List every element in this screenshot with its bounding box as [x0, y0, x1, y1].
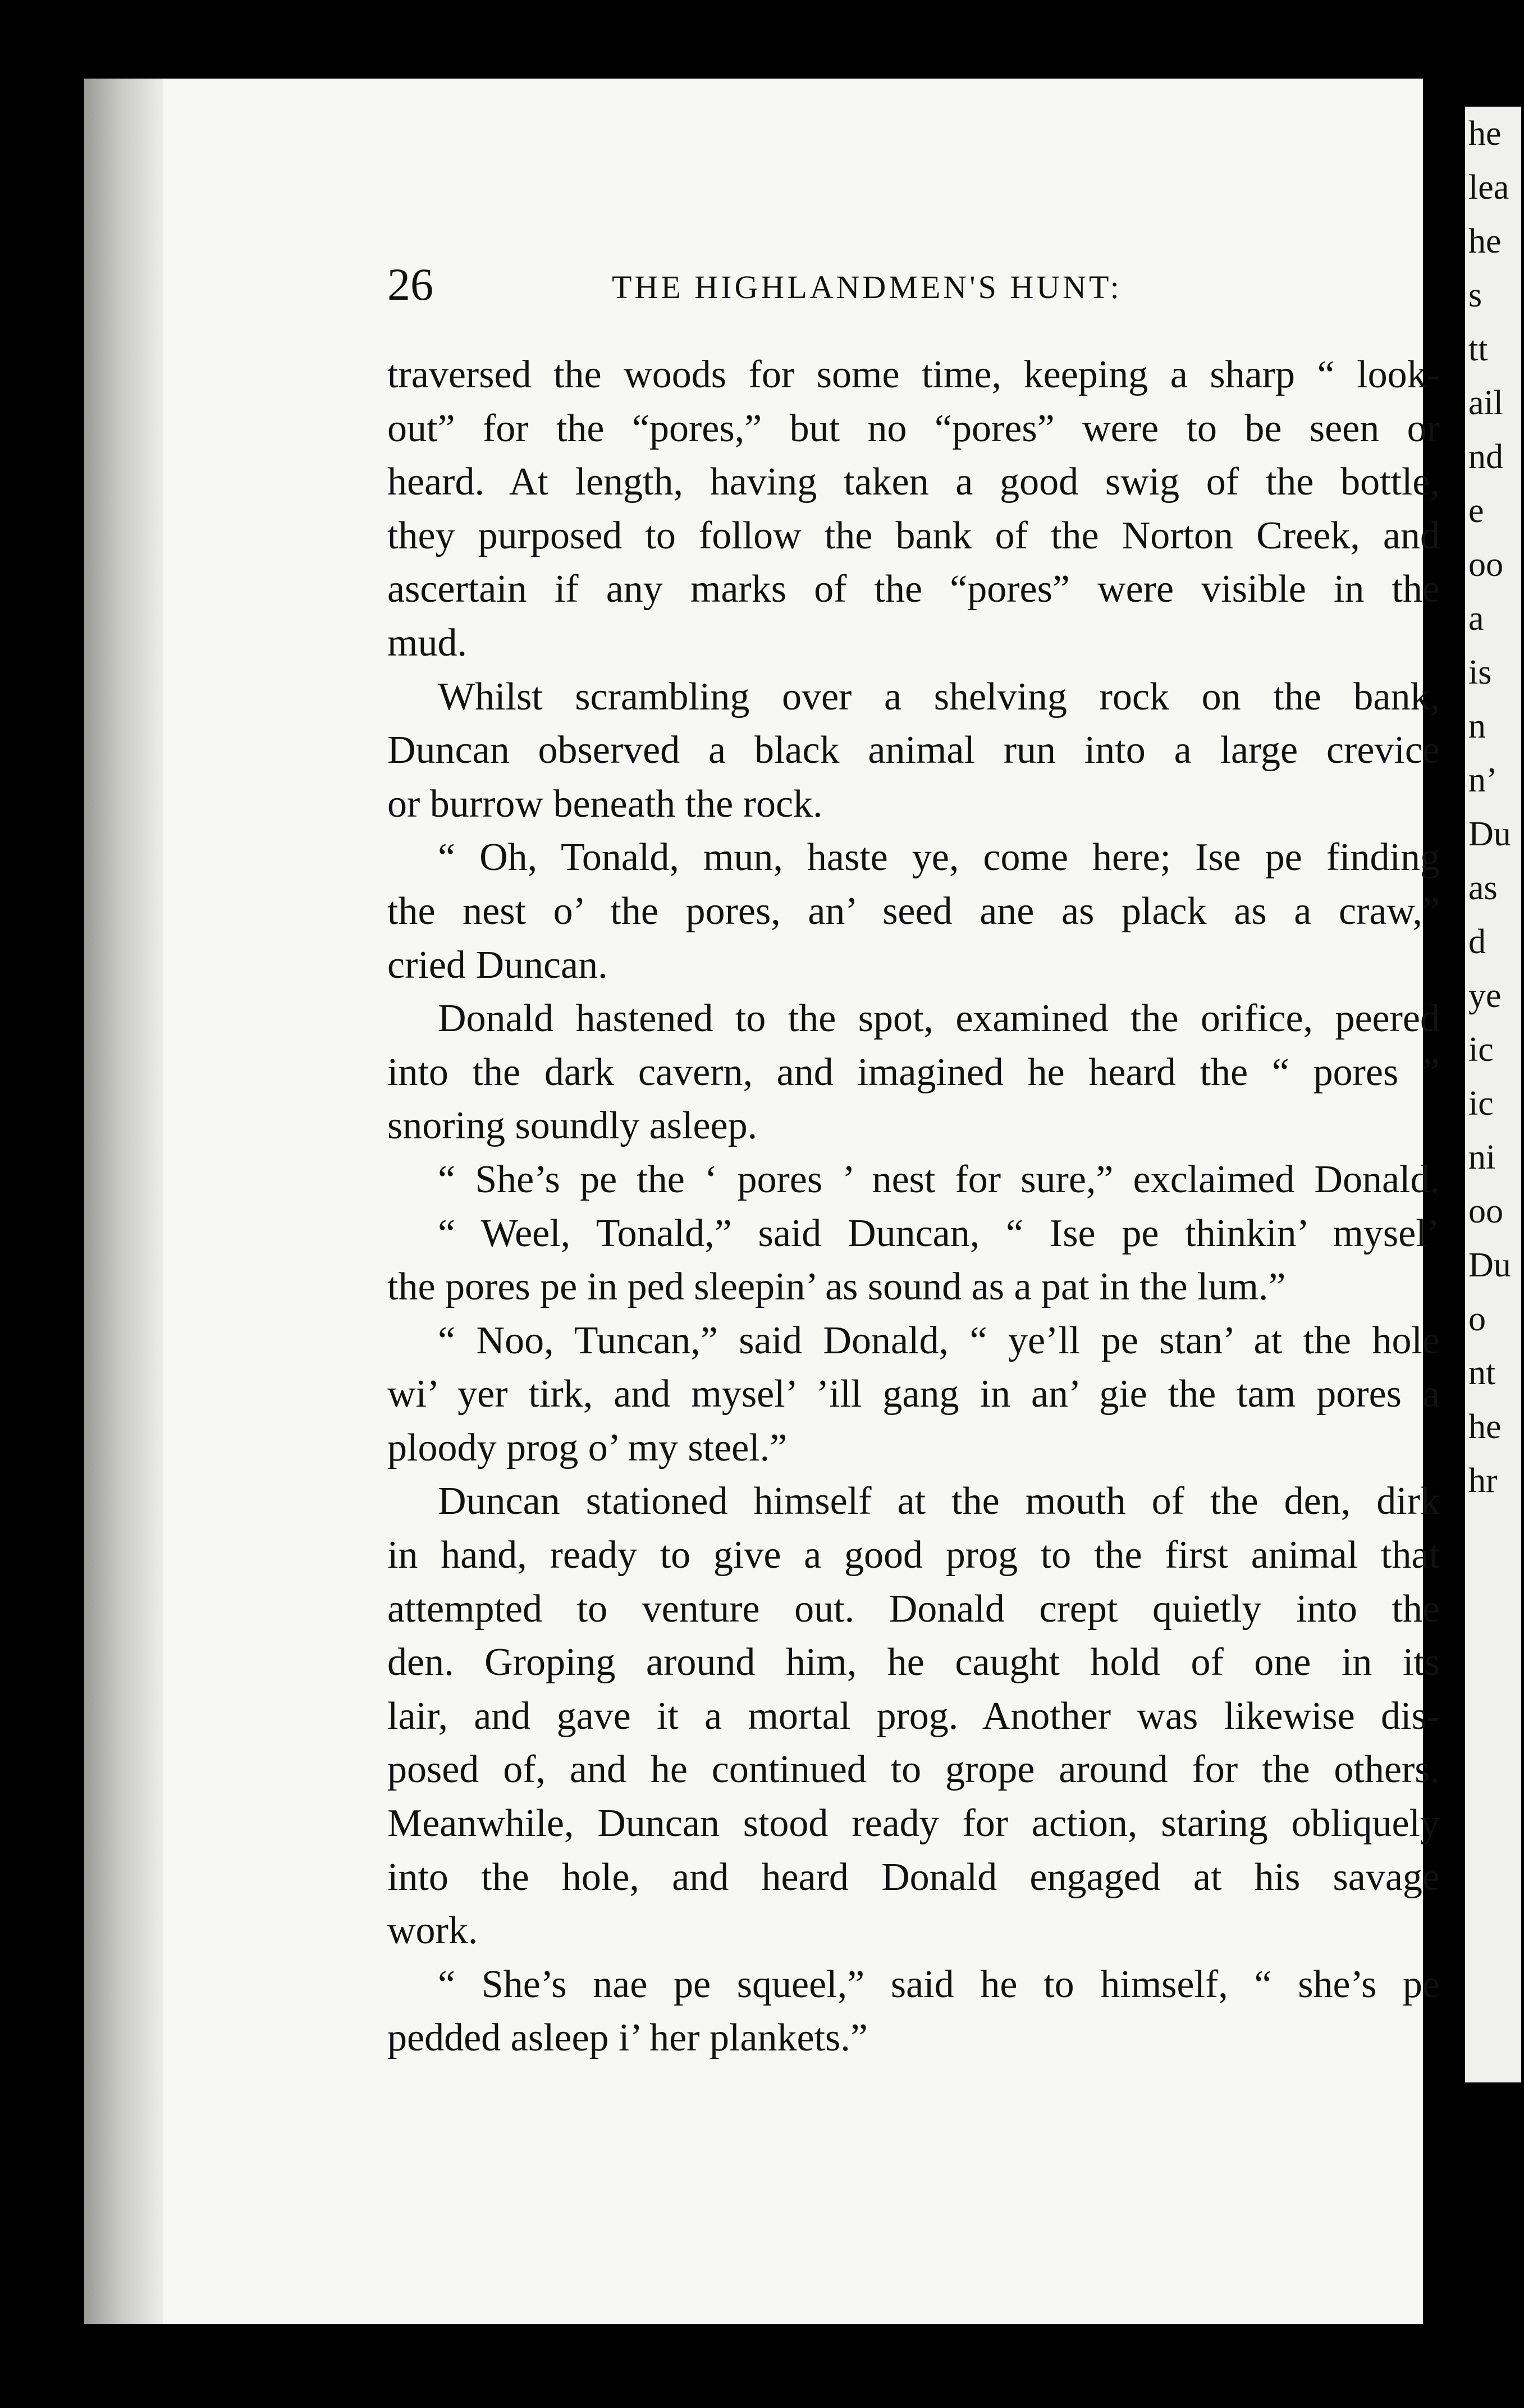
facing-page-fragment: hr: [1468, 1462, 1498, 1500]
facing-page-fragment: as: [1468, 869, 1498, 907]
text-line: into the hole, and heard Donald engaged at his savage: [387, 1855, 1440, 1899]
facing-page-fragment: s: [1468, 276, 1482, 314]
facing-page-text-fragments: [1465, 107, 1521, 2082]
text-line: Meanwhile, Duncan stood ready for action, staring obliquely: [387, 1802, 1440, 1846]
facing-page-fragment: ic: [1468, 1031, 1494, 1069]
text-line: attempted to venture out. Donald crept quietly into the: [387, 1587, 1440, 1631]
facing-page-fragment: tt: [1468, 330, 1488, 368]
text-line: “ Noo, Tuncan,” said Donald, “ ye’ll pe stan’ at the hole: [438, 1319, 1440, 1362]
text-line: “ She’s pe the ‘ pores ’ nest for sure,” exclaimed Donald.: [438, 1157, 1440, 1201]
facing-page-fragment: nt: [1468, 1354, 1496, 1392]
text-line: snoring soundly asleep.: [387, 1104, 758, 1148]
page-number: 26: [387, 259, 433, 310]
text-line: cried Duncan.: [387, 943, 608, 987]
page-gutter: [84, 79, 163, 2324]
text-line: in hand, ready to give a good prog to the first animal that: [387, 1533, 1440, 1577]
facing-page-fragment: he: [1468, 1408, 1502, 1446]
text-line: out” for the “pores,” but no “pores” were to be seen or: [387, 406, 1440, 450]
text-line: wi’ yer tirk, and mysel’ ’ill gang in an’ gie the tam pores a: [387, 1372, 1440, 1416]
facing-page-fragment: n’: [1468, 761, 1498, 799]
text-line: “ Weel, Tonald,” said Duncan, “ Ise pe thinkin’ mysel’: [438, 1211, 1440, 1255]
text-line: lair, and gave it a mortal prog. Another was likewise dis-: [387, 1694, 1440, 1738]
text-line: Donald hastened to the spot, examined the orifice, peered: [438, 997, 1440, 1041]
text-line: Whilst scrambling over a shelving rock on the bank,: [438, 675, 1440, 718]
text-line: into the dark cavern, and imagined he heard the “ pores ”: [387, 1050, 1440, 1094]
facing-page-fragment: o: [1468, 1300, 1486, 1338]
facing-page-fragment: oo: [1468, 546, 1503, 584]
text-line: the nest o’ the pores, an’ seed ane as plack as a craw,”: [387, 889, 1440, 933]
facing-page-fragment: ic: [1468, 1084, 1494, 1123]
text-line: “ Oh, Tonald, mun, haste ye, come here; Ise pe finding: [438, 836, 1440, 880]
facing-page-fragment: nd: [1468, 438, 1503, 476]
text-line: Duncan observed a black animal run into a large crevice: [387, 729, 1440, 772]
facing-page-fragment: he: [1468, 115, 1502, 153]
text-line: Duncan stationed himself at the mouth of the den, dirk: [438, 1480, 1440, 1523]
text-line: heard. At length, having taken a good swig of the bottle,: [387, 460, 1440, 504]
text-line: ascertain if any marks of the “pores” were visible in the: [387, 567, 1440, 611]
facing-page-fragment: ail: [1468, 384, 1503, 422]
text-line: or burrow beneath the rock.: [387, 782, 823, 826]
text-line: the pores pe in ped sleepin’ as sound as a pat in the lum.”: [387, 1265, 1286, 1309]
text-line: mud.: [387, 621, 467, 665]
page-header: [387, 258, 1454, 320]
facing-page-fragment: ye: [1468, 977, 1502, 1015]
facing-page-fragment: is: [1468, 653, 1492, 692]
text-line: pedded asleep i’ her plankets.”: [387, 2016, 868, 2060]
facing-page-fragment: d: [1468, 923, 1486, 961]
text-line: work.: [387, 1909, 478, 1953]
facing-page-fragment: e: [1468, 492, 1484, 530]
text-line: den. Groping around him, he caught hold of one in its: [387, 1641, 1440, 1684]
facing-page-fragment: a: [1468, 599, 1484, 638]
body-text: [387, 348, 1440, 2065]
facing-page-fragment: Du: [1468, 1246, 1511, 1284]
text-line: “ She’s nae pe squeel,” said he to himself, “ she’s pe: [438, 1962, 1440, 2006]
facing-page-fragment: lea: [1468, 168, 1509, 207]
text-line: they purposed to follow the bank of the Norton Creek, and: [387, 514, 1440, 557]
facing-page-fragment: Du: [1468, 815, 1511, 853]
running-title: THE HIGHLANDMEN'S HUNT:: [612, 269, 1122, 305]
facing-page-fragment: n: [1468, 707, 1486, 745]
facing-page-fragment: ni: [1468, 1138, 1496, 1176]
text-line: posed of, and he continued to grope around for the others.: [387, 1748, 1440, 1792]
text-line: traversed the woods for some time, keeping a sharp “ look-: [387, 353, 1440, 396]
facing-page-fragment: he: [1468, 222, 1502, 260]
text-line: ploody prog o’ my steel.”: [387, 1426, 788, 1469]
facing-page-fragment: oo: [1468, 1192, 1503, 1230]
